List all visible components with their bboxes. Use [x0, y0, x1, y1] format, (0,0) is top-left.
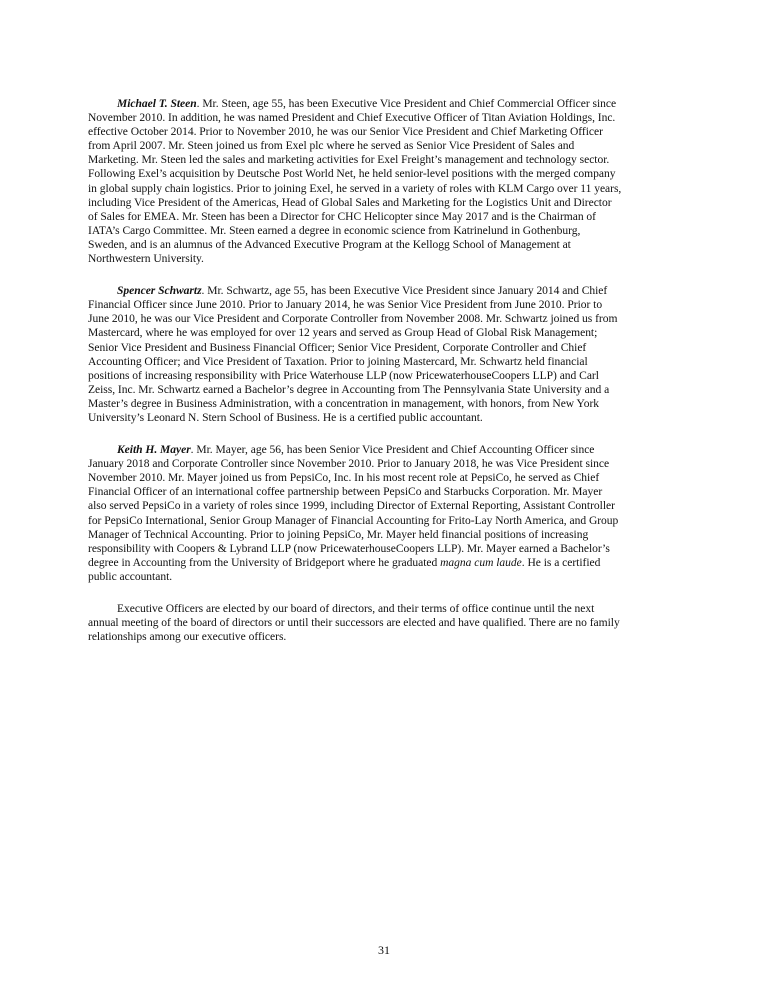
bio-line: Following Exel’s acquisition by Deutsche Post World Net, he held senior-level positions with the merged company	[88, 168, 616, 181]
bio-line: degree in Accounting from the University of Bridgeport where he graduated magna cum laude. He is a certified	[88, 556, 601, 569]
executive-name: Keith H. Mayer	[117, 444, 191, 457]
bio-line: Financial Officer of an international coffee partnership between PepsiCo and Starbucks Corporation. Mr. Mayer	[88, 486, 603, 499]
bio-line: responsibility with Coopers & Lybrand LLP (now PricewaterhouseCoopers LLP). Mr. Mayer earned a Bachelor’s	[88, 542, 610, 555]
bio-spencer-schwartz	[88, 284, 684, 425]
bio-line: Financial Officer since June 2010. Prior to January 2014, he was Senior Vice President from June 2010. Prior to	[88, 299, 603, 312]
honors-text: magna cum laude	[440, 556, 522, 569]
bio-line: Master’s degree in Business Administration, with a concentration in management, with honors, from New York	[88, 397, 599, 410]
bio-line: Mastercard, where he was employed for over 12 years and served as Group Head of Global Risk Management;	[88, 327, 598, 340]
bio-line: Marketing. Mr. Steen led the sales and marketing activities for Exel Freight’s management and technology sector.	[88, 154, 610, 167]
bio-line: for PepsiCo International, Senior Group Manager of Financial Accounting for Frito-Lay North America, and Group	[88, 514, 619, 527]
bio-line: Michael T. Steen. Mr. Steen, age 55, has been Executive Vice President and Chief Commercial Officer since	[117, 98, 617, 110]
closing-paragraph	[88, 602, 684, 644]
bio-line: effective October 2014. Prior to November 2010, he was our Senior Vice President and Chief Marketing Officer	[88, 126, 603, 139]
bio-line: positions of increasing responsibility with Price Waterhouse LLP (now PricewaterhouseCoopers LLP) and Carl	[88, 369, 599, 382]
bio-line: of Sales for EMEA. Mr. Steen has been a Director for CHC Helicopter since May 2017 and is the Chairman of	[88, 210, 596, 223]
bio-line: November 2010. Mr. Mayer joined us from PepsiCo, Inc. In his most recent role at PepsiCo, he served as Chief	[88, 472, 600, 485]
closing-line: Executive Officers are elected by our board of directors, and their terms of office continue until the next	[117, 603, 595, 615]
bio-line: Northwestern University.	[88, 253, 204, 266]
bio-line: including Vice President of the Americas, Head of Global Sales and Marketing for the Logistics Unit and Director	[88, 196, 612, 209]
closing-line: annual meeting of the board of directors or until their successors are elected and have qualified. There are no family	[88, 617, 620, 630]
bio-line: Spencer Schwartz. Mr. Schwartz, age 55, has been Executive Vice President since January 2014 and Chief	[117, 285, 608, 298]
bio-michael-steen	[88, 97, 684, 266]
page-number: 31	[378, 943, 390, 957]
bio-keith-mayer	[88, 443, 684, 584]
bio-line: Keith H. Mayer. Mr. Mayer, age 56, has been Senior Vice President and Chief Accounting Officer since	[117, 444, 595, 457]
bio-line: also served PepsiCo in a variety of roles since 1999, including Director of External Reporting, Assistant Controller	[88, 500, 615, 513]
bio-line: from April 2007. Mr. Steen joined us from Exel plc where he served as Senior Vice President of Sales and	[88, 140, 575, 153]
bio-line: University’s Leonard N. Stern School of Business. He is a certified public accountant.	[88, 411, 483, 424]
executive-name: Spencer Schwartz	[117, 285, 202, 298]
bio-line: November 2010. In addition, he was named President and Chief Executive Officer of Titan Aviation Holdings, Inc.	[88, 112, 616, 125]
document-body	[88, 97, 684, 662]
bio-line: Zeiss, Inc. Mr. Schwartz earned a Bachelor’s degree in Accounting from The Pennsylvania State University and a	[88, 383, 610, 396]
bio-line: June 2010, he was our Vice President and Corporate Controller from November 2008. Mr. Schwartz joined us from	[88, 313, 618, 326]
bio-line: IATA’s Cargo Committee. Mr. Steen earned a degree in economic science from Katrinelund in Gothenburg,	[88, 224, 581, 237]
bio-line: in global supply chain logistics. Prior to joining Exel, he served in a variety of roles with KLM Cargo over 11 years,	[88, 182, 622, 195]
bio-line: Accounting Officer; and Vice President of Taxation. Prior to joining Mastercard, Mr. Schwartz held financial	[88, 355, 588, 368]
executive-name: Michael T. Steen	[117, 98, 197, 110]
closing-line: relationships among our executive officers.	[88, 631, 287, 644]
bio-line: Manager of Technical Accounting. Prior to joining PepsiCo, Mr. Mayer held financial positions of increasing	[88, 528, 589, 541]
bio-line: Sweden, and is an alumnus of the Advanced Executive Program at the Kellogg School of Management at	[88, 238, 571, 251]
bio-line: public accountant.	[88, 570, 173, 583]
bio-line: Senior Vice President and Business Financial Officer; Senior Vice President, Corporate Controller and Chief	[88, 341, 587, 354]
bio-line: January 2018 and Corporate Controller since November 2010. Prior to January 2018, he was Vice President since	[88, 458, 610, 471]
